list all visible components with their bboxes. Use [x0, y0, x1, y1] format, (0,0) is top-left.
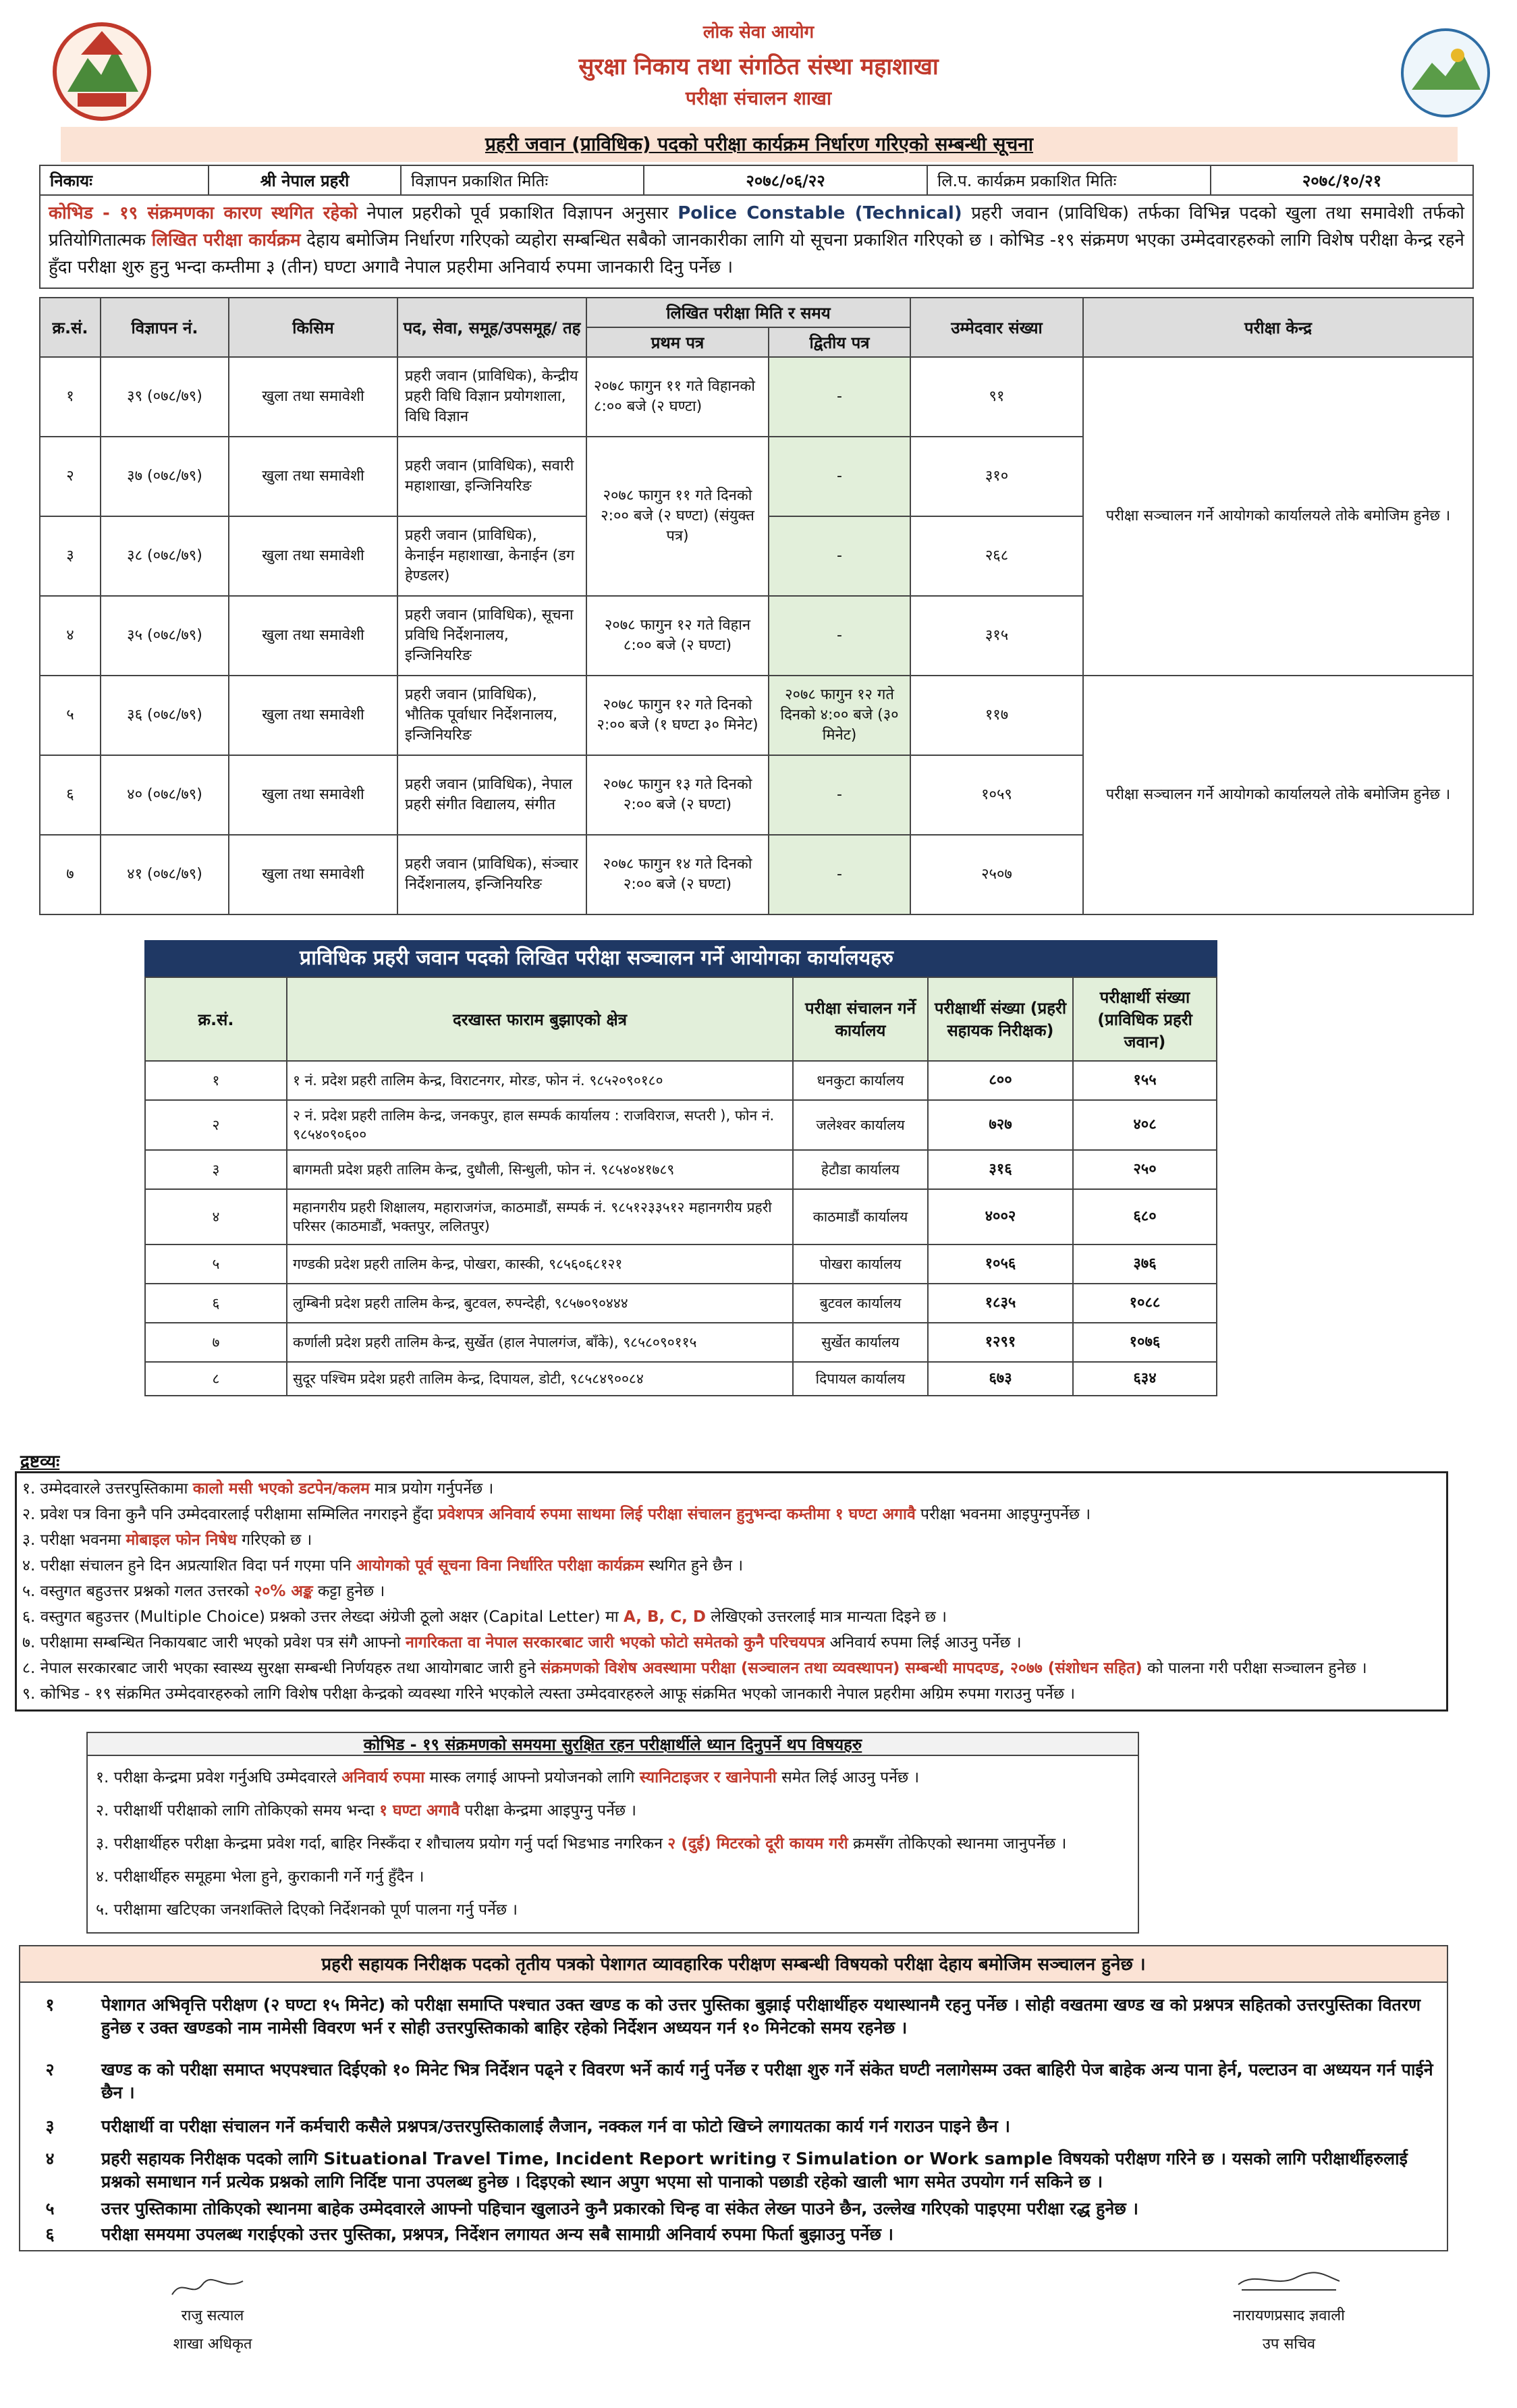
table-row: ७ ४१ (०७८/७९) खुला तथा समावेशी प्रहरी जवान (प्राविधिक), संञ्चार निर्देशनालय, इन्जिनियरिङ २०७८ फागुन १४ गते दिनको २:०० बजे (२ घण्टा) - २५०७	[40, 835, 1473, 914]
left-signature-icon	[169, 2274, 250, 2301]
note-item: ४. परीक्षा संचालन हुने दिन अप्रत्याशित विदा पर्न गएमा पनि आयोगको पूर्व सूचना विना निर्धारित परीक्षा कार्यक्रम स्थगित हुने छैन ।	[22, 1557, 744, 1575]
note-item: ५. वस्तुगत बहुउत्तर प्रश्नको गलत उत्तरको २०% अङ्क कट्टा हुनेछ ।	[22, 1583, 385, 1600]
notice-title: प्रहरी जवान (प्राविधिक) पदको परीक्षा कार्यक्रम निर्धारण गरिएको सम्बन्धी सूचना	[61, 127, 1458, 162]
table-row: ४ ३५ (०७८/७९) खुला तथा समावेशी प्रहरी जवान (प्राविधिक), सूचना प्रविधि निर्देशनालय, इन्जिनियरिङ २०७८ फागुन १२ गते विहान ८:०० बजे (२ घण्टा) - ३१५	[40, 596, 1473, 676]
col-center: परीक्षा केन्द्र	[1083, 298, 1473, 357]
exam-center-note: परीक्षा सञ्चालन गर्ने आयोगको कार्यालयले तोके बमोजिम हुनेछ ।	[1083, 357, 1473, 676]
note-item: १. उम्मेदवारले उत्तरपुस्तिकामा कालो मसी भएको डटपेन/कलम मात्र प्रयोग गर्नुपर्नेछ ।	[22, 1480, 494, 1498]
note-item: ३. परीक्षा भवनमा मोबाइल फोन निषेध गरिएको छ ।	[22, 1531, 312, 1549]
practical-box: १ पेशागत अभिवृत्ति परीक्षण (२ घण्टा १५ मिनेट) को परीक्षा समाप्ति पश्चात उक्त खण्ड क को उत्तर पुस्तिका बुझाई परीक्षार्थीहरु यथास्थानमै रहनु पर्नेछ । सोही वखतमा खण्ड ख को प्रश्नपत्र सहितको उत्तरपुस्तिका वितरण हुनेछ र उक्त खण्डको नाम नामेसी विवरण भर्न र सोही उत्तरपुस्तिकाको बाहिर रहेको निर्देशन अध्ययन गर्न १० मिनेटको समय रहनेछ । २ खण्ड क को परीक्षा समाप्त भएपश्चात दिईएको १० मिनेट भित्र निर्देशन पढ्ने र विवरण भर्ने कार्य गर्नु पर्नेछ र परीक्षा शुरु गर्ने संकेत घण्टी नलागेसम्म उक्त बाहिरी पेज बाहेक अन्य पाना हेर्न, पल्टाउन वा अध्ययन गर्न पाईने छैन । ३ परीक्षार्थी वा परीक्षा संचालन गर्ने कर्मचारी कसैले प्रश्नपत्र/उत्तरपुस्तिकालाई लैजान, नक्कल गर्न वा फोटो खिच्ने लगायतका कार्य गर्न गराउन पाइने छैन । ४ प्रहरी सहायक निरीक्षक पदको लागि Situational Travel Time, Incident Report writing र Simulation or Work sample विषयको परीक्षण गरिने छ । यसको लागि परीक्षार्थीहरुलाई प्रश्नको समाधान गर्न प्रत्येक प्रश्नको लागि निर्दिष्ट पाना उपलब्ध हुनेछ । दिइएको स्थान अपुग भएमा सो पानाको पछाडी रहेको खाली भाग समेत उपयोग गर्न सकिने छ । ५ उत्तर पुस्तिकामा तोकिएको स्थानमा बाहेक उम्मेदवारले आफ्नो पहिचान खुलाउने कुनै प्रकारको चिन्ह वा संकेत लेख्न पाउने छैन, उल्लेख गरिएको पाइएमा परीक्षा रद्ध हुनेछ । ६ परीक्षा समयमा उपलब्ध गराईएको उत्तर पुस्तिका, प्रश्नपत्र, निर्देशन लगायत अन्य सबै सामाग्री अनिवार्य रुपमा फिर्ता बुझाउनु पर्नेछ ।	[19, 1983, 1448, 2251]
table-row: ३ ३८ (०७८/७९) खुला तथा समावेशी प्रहरी जवान (प्राविधिक), केनाईन महाशाखा, केनाईन (डग हेण्डलर) - २६८	[40, 516, 1473, 596]
ad-date-label: विज्ञापन प्रकाशित मितिः	[401, 165, 644, 195]
covid-item: ४. परीक्षार्थीहरु समूहमा भेला हुने, कुराकानी गर्ने गर्नु हुँदैन ।	[96, 1868, 424, 1886]
note-item: ८. नेपाल सरकारबाट जारी भएका स्वास्थ्य सुरक्षा सम्बन्धी निर्णयहरु तथा आयोगबाट जारी हुने संक्रमणको विशेष अवस्थामा परीक्षा (सञ्चालन तथा व्यवस्थापन) सम्बन्धी मापदण्ड, २०७७ (संशोधन सहित) को पालना गरी परीक्षा सञ्चालन हुनेछ ।	[22, 1660, 1367, 1677]
col-paper2: द्वितीय पत्र	[769, 327, 910, 357]
note-item: ६. वस्तुगत बहुउत्तर (Multiple Choice) प्रश्नको उत्तर लेख्दा अंग्रेजी ठूलो अक्षर (Capital Letter) मा A, B, C, D लेखिएको उत्तरलाई मात्र मान्यता दिइने छ ।	[22, 1608, 947, 1626]
notes-heading: द्रष्टव्यः	[20, 1452, 60, 1472]
notes-box	[15, 1471, 1448, 1712]
off-col-sn: क्र.सं.	[145, 977, 287, 1061]
table-row: २ २ नं. प्रदेश प्रहरी तालिम केन्द्र, जनकपुर, हाल सम्पर्क कार्यालय : राजविराज, सप्तरी ), फोन नं. ९८५४०९०६०० जलेश्वर कार्यालय ७२७ ४०८	[145, 1100, 1217, 1150]
right-signatory-name: नारायणप्रसाद ज्ञवाली	[1233, 2307, 1345, 2324]
table-row: ८ सुदूर पश्चिम प्रदेश प्रहरी तालिम केन्द्र, दिपायल, डोटी, ९८५८४९००८४ दिपायल कार्यालय ६७३ ६३४	[145, 1362, 1217, 1396]
off-col-office: परीक्षा संचालन गर्ने कार्यालय	[793, 977, 928, 1061]
intro-paragraph: कोभिड - १९ संक्रमणका कारण स्थगित रहेको नेपाल प्रहरीको पूर्व प्रकाशित विज्ञापन अनुसार Police Constable (Technical) प्रहरी जवान (प्राविधिक) तर्फका विभिन्न पदको खुला तथा समावेशी तर्फको प्रतियोगितात्मक लिखित परीक्षा कार्यक्रम देहाय बमोजिम निर्धारण गरिएको व्यहोरा सम्बन्धित सबैको जानकारीका लागि यो सूचना प्रकाशित गरिएको छ । कोभिड -१९ संक्रमण भएका उम्मेदवारहरुको लागि विशेष परीक्षा केन्द्र रहने हुँदा परीक्षा शुरु हुनु भन्दा कम्तीमा ३ (तीन) घण्टा अगावै नेपाल प्रहरीमा अनिवार्य रुपमा जानकारी दिनु पर्नेछ ।	[39, 196, 1474, 289]
col-sn: क्र.सं.	[40, 298, 101, 357]
schedule-date-label: लि.प. कार्यक्रम प्रकाशित मितिः	[927, 165, 1211, 195]
offices-title: प्राविधिक प्रहरी जवान पदको लिखित परीक्षा सञ्चालन गर्ने आयोगका कार्यालयहरु	[144, 940, 1217, 977]
agency-label: निकायः	[40, 165, 209, 195]
exam-center-note-2: परीक्षा सञ्चालन गर्ने आयोगको कार्यालयले तोके बमोजिम हुनेछ ।	[1083, 676, 1473, 914]
left-signatory-title: शाखा अधिकृत	[173, 2336, 252, 2353]
off-col-c2: परीक्षार्थी संख्या (प्राविधिक प्रहरी जवान)	[1073, 977, 1217, 1061]
schedule-date-value: २०७८/१०/२१	[1211, 165, 1473, 195]
agency-value: श्री नेपाल प्रहरी	[209, 165, 401, 195]
note-item: ९. कोभिड - १९ संक्रमित उम्मेदवारहरुको लागि विशेष परीक्षा केन्द्रको व्यवस्था गरिने भएकोले त्यस्ता उम्मेदवारहरुले आफू संक्रमित भएको जानकारी नेपाल प्रहरीमा अग्रिम रुपमा गराउनु पर्नेछ ।	[22, 1685, 1076, 1703]
meta-table	[39, 165, 1474, 196]
table-row: १ ३९ (०७८/७९) खुला तथा समावेशी प्रहरी जवान (प्राविधिक), केन्द्रीय प्रहरी विधि विज्ञान प्रयोगशाला, विधि विज्ञान २०७८ फागुन ११ गते विहानको ८:०० बजे (२ घण्टा) - ९१ परीक्षा सञ्चालन गर्ने आयोगको कार्यालयले तोके बमोजिम हुनेछ ।	[40, 357, 1473, 437]
header-division: सुरक्षा निकाय तथा संगठित संस्था महाशाखा	[578, 53, 939, 80]
covid-item: ५. परीक्षामा खटिएका जनशक्तिले दिएको निर्देशनको पूर्ण पालना गर्नु पर्नेछ ।	[96, 1901, 518, 1919]
table-row: ६ ४० (०७८/७९) खुला तथा समावेशी प्रहरी जवान (प्राविधिक), नेपाल प्रहरी संगीत विद्यालय, संगीत २०७८ फागुन १३ गते दिनको २:०० बजे (२ घण्टा) - १०५९	[40, 755, 1473, 835]
right-signature-icon	[1235, 2264, 1343, 2295]
note-item: २. प्रवेश पत्र विना कुनै पनि उम्मेदवारलाई परीक्षामा सम्मिलित नगराइने हुँदा प्रवेशपत्र अनिवार्य रुपमा साथमा लिई परीक्षा संचालन हुनुभन्दा कम्तीमा १ घण्टा अगावै परीक्षा भवनमा आइपुग्नुपर्नेछ ।	[22, 1506, 1091, 1523]
col-paper1: प्रथम पत्र	[586, 327, 769, 357]
col-candidates: उम्मेदवार संख्या	[910, 298, 1083, 357]
psc-logo-icon	[1398, 26, 1493, 120]
col-post: पद, सेवा, समूह/उपसमूह/ तह	[397, 298, 586, 357]
table-row: ५ गण्डकी प्रदेश प्रहरी तालिम केन्द्र, पोखरा, कास्की, ९८५६०६८१२१ पोखरा कार्यालय १०५६ ३७६	[145, 1244, 1217, 1284]
col-written: लिखित परीक्षा मिति र समय	[586, 298, 910, 327]
left-signatory-name: राजु सत्याल	[181, 2307, 244, 2324]
covid-item: २. परीक्षार्थी परीक्षाको लागि तोकिएको समय भन्दा १ घण्टा अगावै परीक्षा केन्द्रमा आइपुग्नु पर्नेछ ।	[96, 1802, 637, 1819]
table-row: ३ बागमती प्रदेश प्रहरी तालिम केन्द्र, दुधौली, सिन्धुली, फोन नं. ९८५४०४१७८९ हेटौडा कार्यालय ३१६ २५०	[145, 1150, 1217, 1189]
covid-item: १. परीक्षा केन्द्रमा प्रवेश गर्नुअघि उम्मेदवारले अनिवार्य रुपमा मास्क लगाई आफ्नो प्रयोजनको लागि स्यानिटाइजर र खानेपानी समेत लिई आउनु पर्नेछ ।	[96, 1769, 920, 1786]
offices-table	[144, 977, 1217, 1396]
table-row: ७ कर्णाली प्रदेश प्रहरी तालिम केन्द्र, सुर्खेत (हाल नेपालगंज, बाँके), ९८५८०९०११५ सुर्खेत कार्यालय १२९१ १०७६	[145, 1323, 1217, 1362]
covid-item: ३. परीक्षार्थीहरु परीक्षा केन्द्रमा प्रवेश गर्दा, बाहिर निस्कँदा र शौचालय प्रयोग गर्नु पर्दा भिडभाड नगरिकन २ (दुई) मिटरको दूरी कायम गरी क्रमसँग तोकिएको स्थानमा जानुपर्नेछ ।	[96, 1835, 1067, 1853]
exam-schedule-table	[39, 297, 1474, 915]
col-ad-no: विज्ञापन नं.	[101, 298, 229, 357]
table-row: ५ ३६ (०७८/७९) खुला तथा समावेशी प्रहरी जवान (प्राविधिक), भौतिक पूर्वाधार निर्देशनालय, इन्जिनियरिङ २०७८ फागुन १२ गते दिनको २:०० बजे (१ घण्टा ३० मिनेट) २०७८ फागुन १२ गते दिनको ४:०० बजे (३० मिनेट) ११७ परीक्षा सञ्चालन गर्ने आयोगको कार्यालयले तोके बमोजिम हुनेछ ।	[40, 676, 1473, 755]
table-row: ४ महानगरीय प्रहरी शिक्षालय, महाराजगंज, काठमाडौं, सम्पर्क नं. ९८५१२३३५१२ महानगरीय प्रहरी परिसर (काठमाडौं, भक्तपुर, ललितपुर) काठमाडौं कार्यालय ४००२ ६८०	[145, 1189, 1217, 1244]
table-row: २ ३७ (०७८/७९) खुला तथा समावेशी प्रहरी जवान (प्राविधिक), सवारी महाशाखा, इन्जिनियरिङ २०७८ फागुन ११ गते दिनको २:०० बजे (२ घण्टा) (संयुक्त पत्र) - ३१०	[40, 437, 1473, 516]
covid-box	[86, 1756, 1139, 1934]
col-type: किसिम	[229, 298, 397, 357]
note-item: ७. परीक्षामा सम्बन्धित निकायबाट जारी भएको प्रवेश पत्र संगै आफ्नो नागरिकता वा नेपाल सरकारबाट जारी भएको फोटो समेतको कुनै परिचयपत्र अनिवार्य रुपमा लिई आउनु पर्नेछ ।	[22, 1634, 1022, 1651]
header-section: परीक्षा संचालन शाखा	[685, 87, 832, 109]
right-signatory-title: उप सचिव	[1262, 2336, 1316, 2353]
table-row: १ १ नं. प्रदेश प्रहरी तालिम केन्द्र, विराटनगर, मोरङ, फोन नं. ९८५२०९०१८० धनकुटा कार्यालय ८०० १५५	[145, 1061, 1217, 1100]
header-commission: लोक सेवा आयोग	[702, 22, 815, 43]
nepal-emblem-icon	[40, 18, 163, 126]
off-col-area: दरखास्त फाराम बुझाएको क्षेत्र	[287, 977, 793, 1061]
off-col-c1: परीक्षार्थी संख्या (प्रहरी सहायक निरीक्षक)	[928, 977, 1073, 1061]
covid-heading: कोभिड - १९ संक्रमणको समयमा सुरक्षित रहन परीक्षार्थीले ध्यान दिनुपर्ने थप विषयहरु	[86, 1732, 1139, 1756]
practical-heading: प्रहरी सहायक निरीक्षक पदको तृतीय पत्रको पेशागत व्यावहारिक परीक्षण सम्बन्धी विषयको परीक्षा देहाय बमोजिम सञ्चालन हुनेछ ।	[19, 1945, 1448, 1983]
ad-date-value: २०७८/०६/२२	[644, 165, 927, 195]
table-row: ६ लुम्बिनी प्रदेश प्रहरी तालिम केन्द्र, बुटवल, रुपन्देही, ९८५७०९०४४४ बुटवल कार्यालय १८३५ १०८८	[145, 1284, 1217, 1323]
